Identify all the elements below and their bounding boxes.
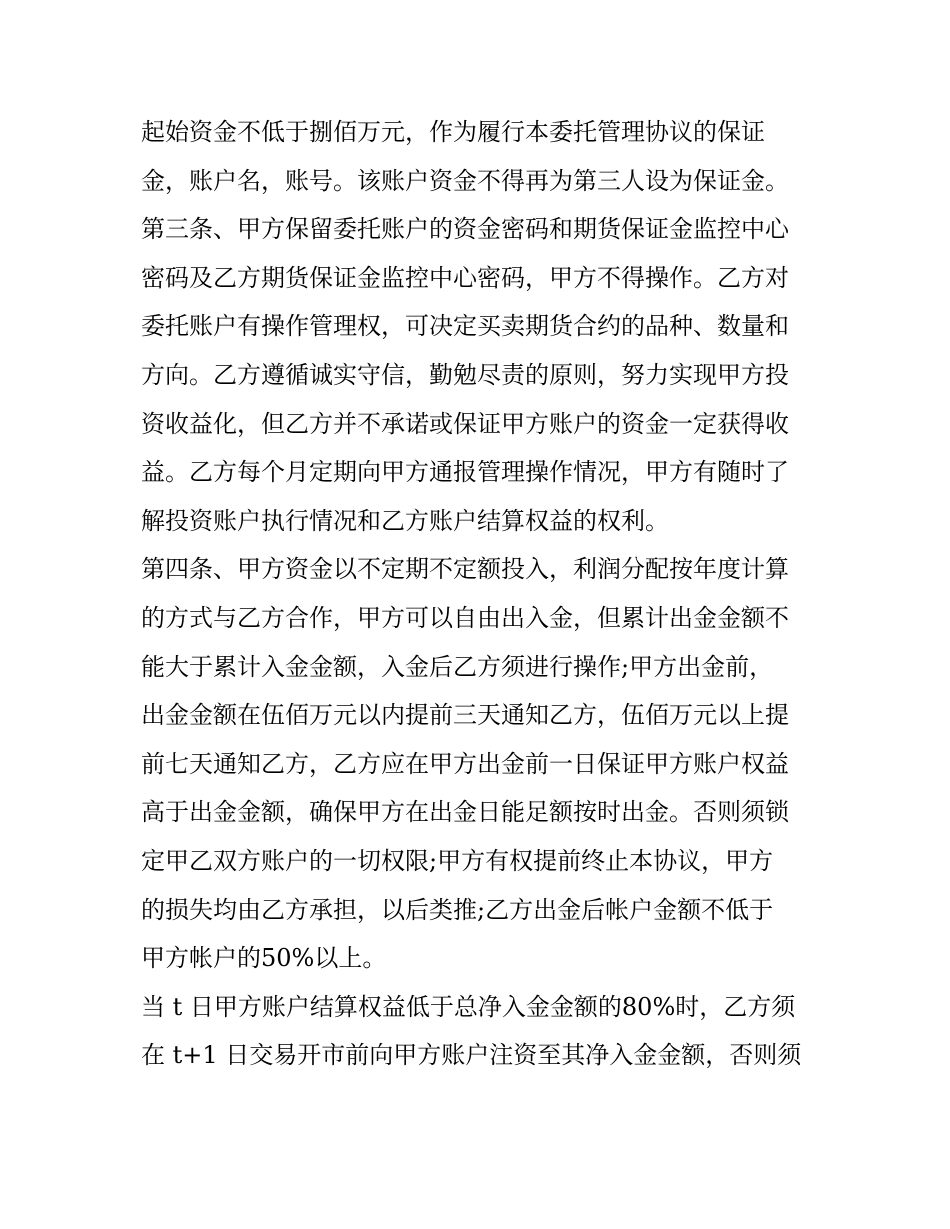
- text-line: 起始资金不低于捌佰万元，作为履行本委托管理协议的保证: [141, 118, 765, 146]
- text-line: 第四条、甲方资金以不定期不定额投入，利润分配按年度计算: [141, 555, 789, 584]
- text-line: 密码及乙方期货保证金监控中心密码，甲方不得操作。乙方对: [141, 263, 789, 292]
- text-line: 当 t 日甲方账户结算权益低于总净入金金额的80%时，乙方须: [141, 992, 796, 1021]
- text-line: 解投资账户执行情况和乙方账户结算权益的权利。: [141, 506, 669, 535]
- text-line: 甲方帐户的50%以上。: [141, 944, 387, 973]
- text-line: 前七天通知乙方，乙方应在甲方出金前一日保证甲方账户权益: [141, 749, 789, 778]
- text-line: 的方式与乙方合作，甲方可以自由出入金，但累计出金金额不: [141, 603, 789, 632]
- text-line: 高于出金金额，确保甲方在出金日能足额按时出金。否则须锁: [141, 798, 789, 827]
- text-line: 的损失均由乙方承担，以后类推;乙方出金后帐户金额不低于: [141, 895, 774, 924]
- text-line: 资收益化，但乙方并不承诺或保证甲方账户的资金一定获得收: [141, 409, 789, 438]
- text-line: 益。乙方每个月定期向甲方通报管理操作情况，甲方有随时了: [141, 458, 789, 487]
- text-line: 能大于累计入金金额，入金后乙方须进行操作;甲方出金前，: [141, 652, 774, 681]
- text-line: 委托账户有操作管理权，可决定买卖期货合约的品种、数量和: [141, 312, 789, 341]
- text-line: 定甲乙双方账户的一切权限;甲方有权提前终止本协议，甲方: [141, 846, 774, 875]
- text-line: 第三条、甲方保留委托账户的资金密码和期货保证金监控中心: [141, 215, 789, 244]
- text-line: 出金金额在伍佰万元以内提前三天通知乙方，伍佰万元以上提: [141, 701, 789, 730]
- document-body: [141, 108, 831, 1080]
- text-line: 金，账户名，账号。该账户资金不得再为第三人设为保证金。: [141, 166, 789, 195]
- text-line: 方向。乙方遵循诚实守信，勤勉尽责的原则，努力实现甲方投: [141, 360, 789, 389]
- text-line: 在 t+1 日交易开市前向甲方账户注资至其净入金金额，否则须: [141, 1041, 802, 1070]
